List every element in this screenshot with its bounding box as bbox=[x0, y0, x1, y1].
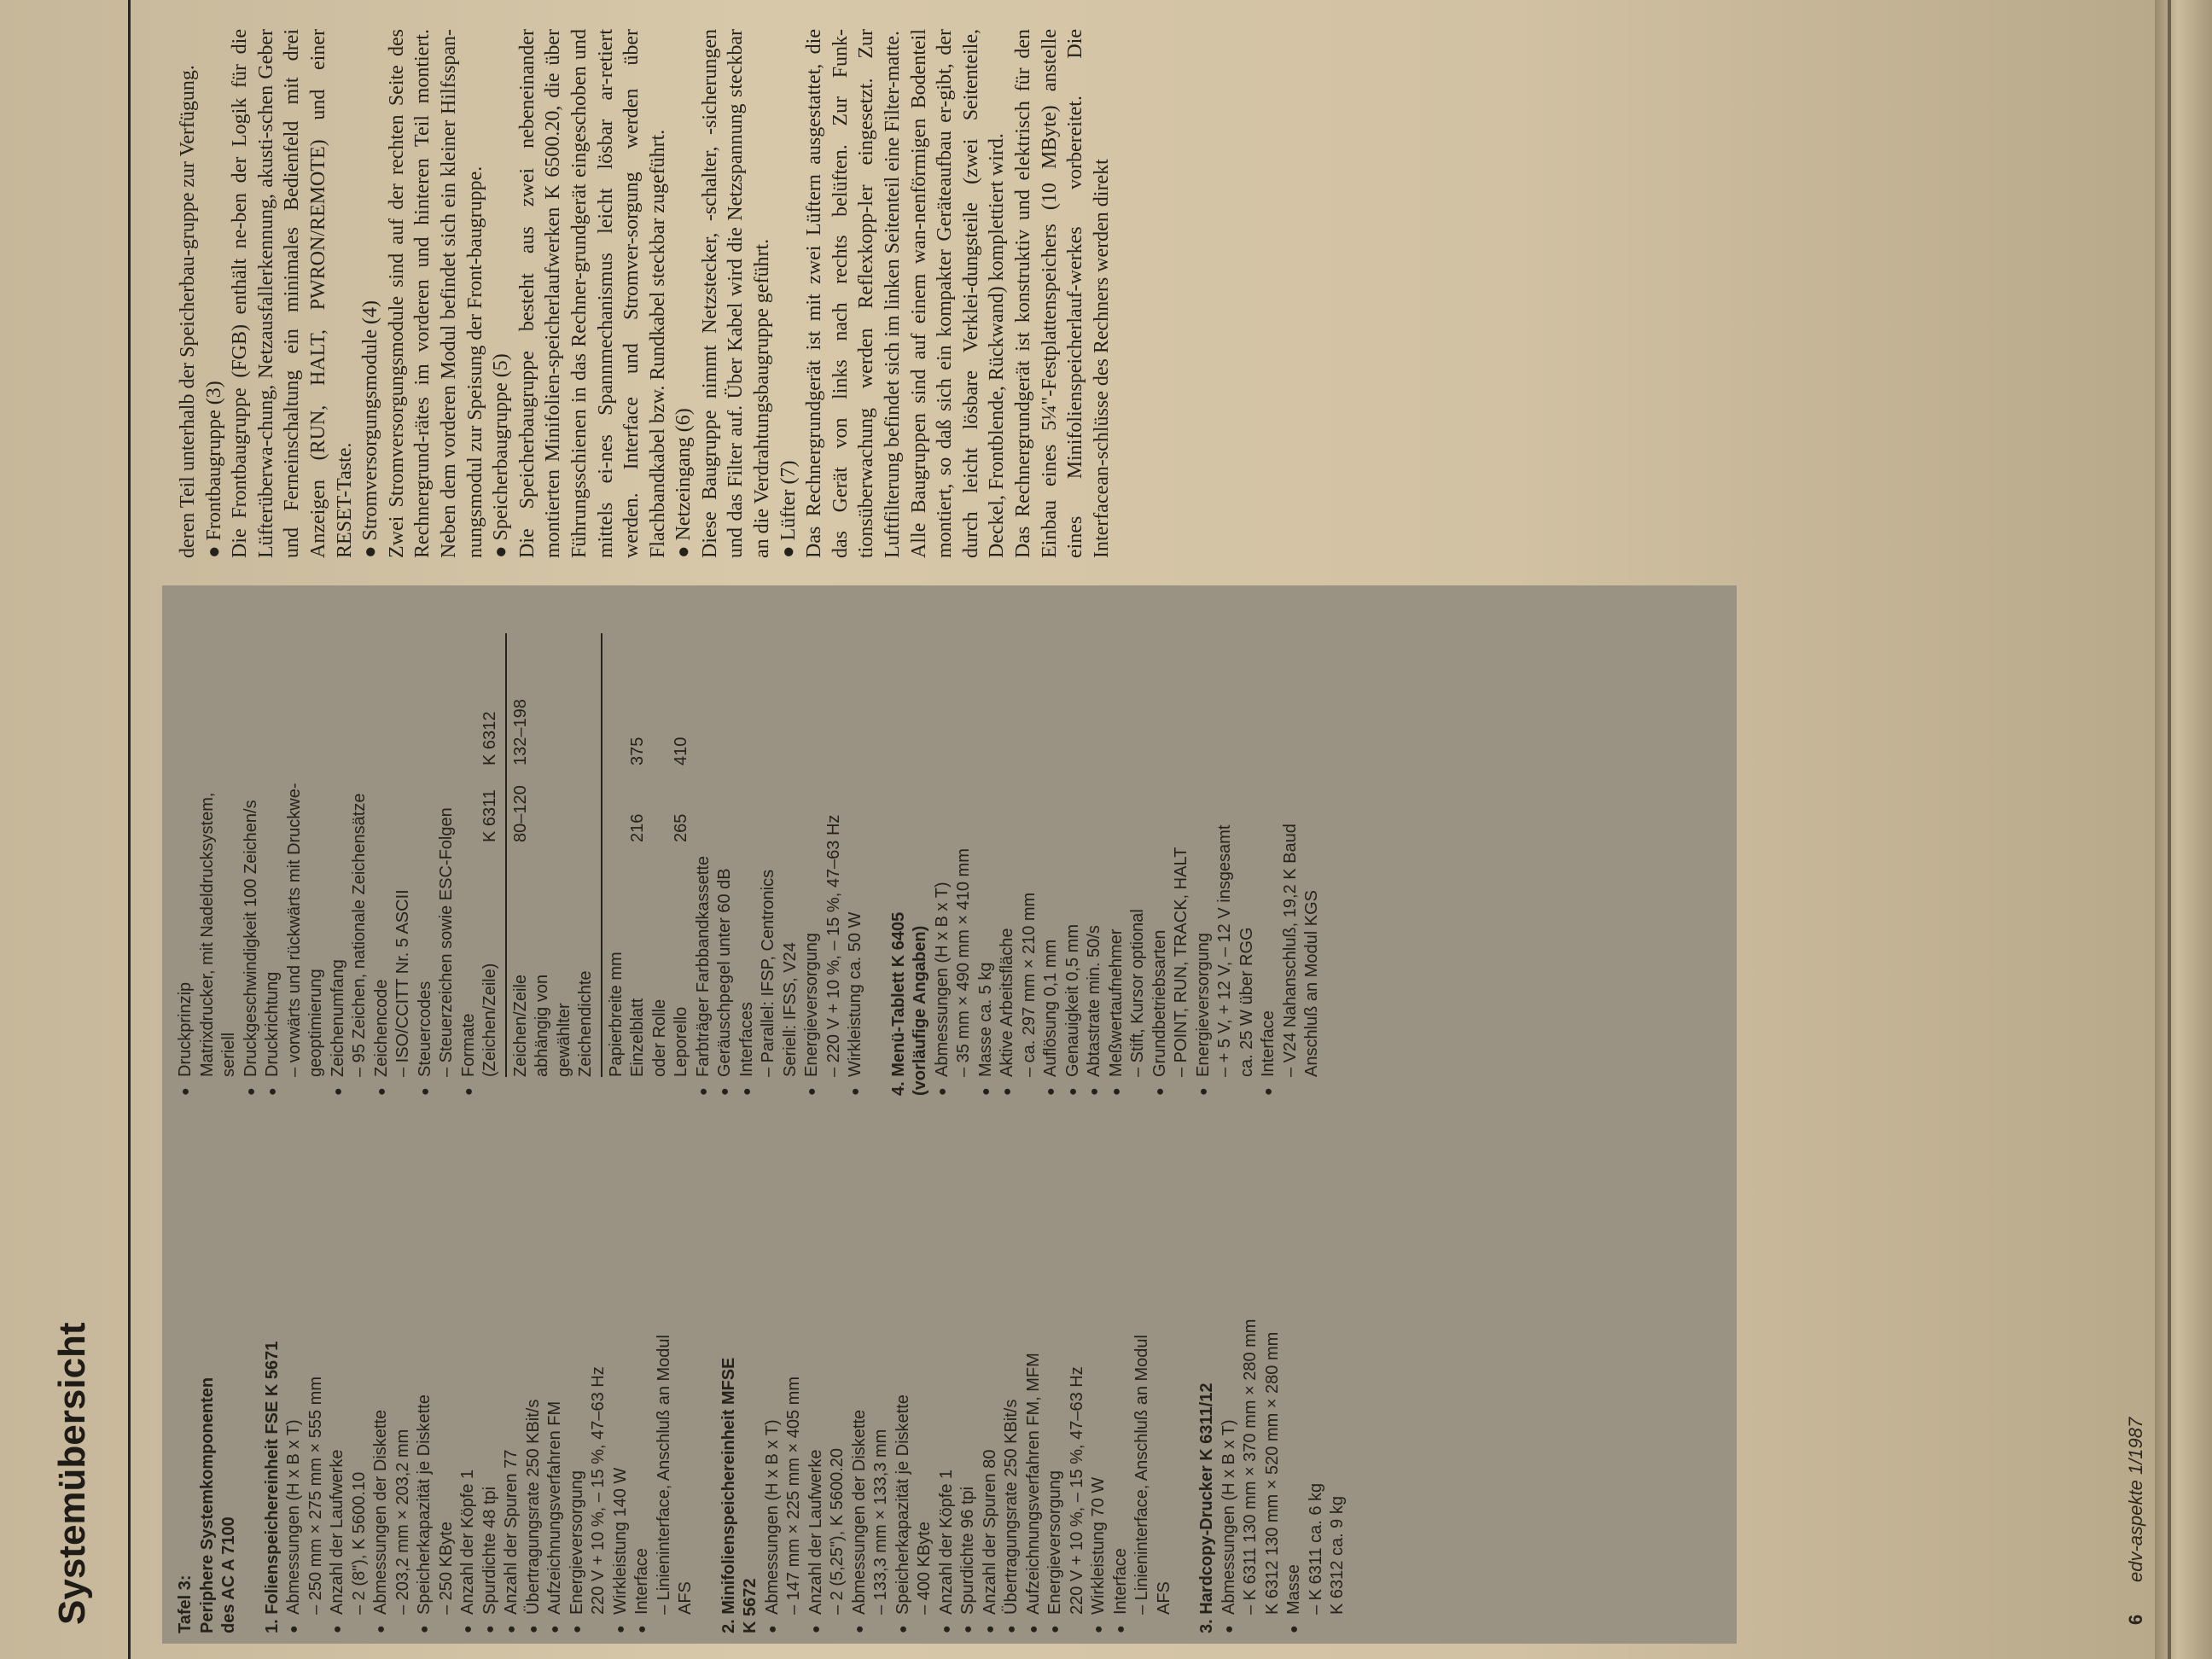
s1-line: ● Abmessungen der Diskette bbox=[370, 1121, 393, 1633]
s3-line: ● Wirkleistung ca. 50 W bbox=[845, 592, 867, 1096]
s2-line: – 2 (5,25"), K 5600.20 bbox=[828, 1447, 847, 1615]
body-text-column bbox=[175, 29, 1115, 558]
format-cell: Leporello bbox=[672, 1006, 690, 1077]
s2-line: – 147 mm × 225 mm × 405 mm bbox=[784, 1376, 803, 1615]
s4-line: – Stift, Kursor optional bbox=[1128, 909, 1147, 1077]
format-table-header bbox=[480, 592, 502, 1096]
s1-line: ● Spurdichte 48 tpi bbox=[480, 1121, 502, 1633]
format-row bbox=[671, 592, 693, 1096]
s3-line: – 220 V + 10 %, – 15 %, 47–63 Hz bbox=[824, 814, 843, 1077]
paragraph: deren Teil unterhalb der Speicherbau-gruppe zur Verfügung. bbox=[177, 65, 199, 558]
s3-line: ● Druckrichtung bbox=[262, 592, 284, 1096]
format-cell: gewählter bbox=[554, 1003, 573, 1077]
paragraph: Die Frontbaugruppe (FGB) enthält ne-ben der Logik für die Lüfterüberwa-chung, Netzausfallerkennung, akusti-schen Geber und Ferneinschaltung ein minimales Bedienfeld mit drei Anzeigen (RUN, HALT, PWRON/REMOTE) und einer RESET-Taste. bbox=[229, 29, 356, 558]
format-cell: Papierbreite mm bbox=[606, 952, 626, 1077]
subheading: ● Netzeingang (6) bbox=[672, 408, 696, 558]
s2-line: ● Interface bbox=[1110, 1121, 1132, 1633]
paragraph: Die Speicherbaugruppe besteht aus zwei nebeneinander montierten Minifolien-speicherlaufwerken K 6500.20, die über Führungsschienen in das Rechner-grundgerät eingeschoben und mittels ei-nes Spannmechanismus leicht lösbar ar-retiert werden. Interface und Stromver-sorgung werden über Flachbandkabel bzw. Rundkabel steckbar zugeführt. bbox=[515, 29, 669, 558]
s4-line: ● Meßwertaufnehmer bbox=[1106, 592, 1128, 1096]
s4-line: – 35 mm × 490 mm × 410 mm bbox=[954, 848, 973, 1077]
s1-line: ● Anzahl der Köpfe 1 bbox=[457, 1121, 480, 1633]
s3-line: seriell bbox=[219, 1032, 238, 1077]
format-cell: 132–198 bbox=[510, 699, 530, 765]
s2-line: 220 V + 10 %, – 15 %, 47–63 Hz bbox=[1067, 1366, 1086, 1615]
s1-line: – 250 mm × 275 mm × 555 mm bbox=[306, 1376, 325, 1615]
paragraph: Diese Baugruppe nimmt Netzstecker, -schalter, -sicherungen und das Filter auf. Über Kabel wird die Netzspannung steckbar an die Verdrahtungsbaugruppe geführt. bbox=[698, 29, 774, 558]
s3-line: – vorwärts und rückwärts mit Druckwe- bbox=[284, 783, 304, 1077]
s2-line: ● Anzahl der Köpfe 1 bbox=[936, 1121, 958, 1633]
s3-line: K 6312 130 mm × 520 mm × 280 mm bbox=[1262, 1331, 1282, 1615]
binding-line bbox=[2168, 0, 2171, 1659]
s2-line: – 133,3 mm × 133,3 mm bbox=[871, 1429, 890, 1615]
s3-line: geoptimierung bbox=[306, 969, 325, 1077]
format-cell: 375 bbox=[628, 736, 647, 765]
s1-line: – 203,2 mm × 203,2 mm bbox=[393, 1429, 412, 1615]
s3-line: ● Zeichenumfang bbox=[328, 592, 350, 1096]
s2-line: ● Aufzeichnungsverfahren FM, MFM bbox=[1023, 1121, 1045, 1633]
s3-line: ● Steuercodes bbox=[415, 592, 437, 1096]
table-column-2 bbox=[175, 592, 1324, 1096]
s1-line: – Linieninterface, Anschluß an Modul bbox=[654, 1335, 673, 1615]
subheading: ● Lüfter (7) bbox=[777, 460, 800, 558]
table-title-2: Periphere Systemkomponenten bbox=[197, 1377, 217, 1633]
spacer bbox=[480, 842, 502, 932]
s2-line: ● Energieversorgung bbox=[1045, 1121, 1067, 1633]
table-column-1 bbox=[175, 1121, 1349, 1633]
s2-line: ● Anzahl der Laufwerke bbox=[806, 1121, 828, 1633]
page-edge bbox=[2155, 0, 2212, 1659]
s2-line: – 400 KByte bbox=[915, 1522, 934, 1615]
format-cell: Zeichendichte bbox=[576, 970, 595, 1077]
s1-line: – 2 (8"), K 5600.10 bbox=[349, 1471, 369, 1615]
subheading: ● Speicherbaugruppe (5) bbox=[490, 353, 513, 558]
s2-line: – Linieninterface, Anschluß an Modul bbox=[1132, 1335, 1151, 1615]
s1-line: ● Übertragungsrate 250 KBit/s bbox=[523, 1121, 545, 1633]
page-number: 6 bbox=[2125, 1614, 2146, 1625]
s4-line: ● Grundbetriebsarten bbox=[1150, 592, 1172, 1096]
s4-line: ca. 25 W über RGG bbox=[1237, 927, 1256, 1077]
section-4-heading-2: (vorläufige Angaben) bbox=[911, 925, 929, 1096]
s2-line: ● Spurdichte 96 tpi bbox=[958, 1121, 980, 1633]
format-cell: Einzelblatt bbox=[628, 998, 647, 1077]
s2-line: ● Speicherkapazität je Diskette bbox=[893, 1121, 915, 1633]
format-cell: 410 bbox=[672, 736, 690, 765]
s2-line: ● Anzahl der Spuren 80 bbox=[980, 1121, 1002, 1633]
s1-line: ● Speicherkapazität je Diskette bbox=[414, 1121, 436, 1633]
s1-line: ● Abmessungen (H x B x T) bbox=[283, 1121, 306, 1633]
format-label: (Zeichen/Zeile) bbox=[480, 963, 499, 1077]
spacer bbox=[510, 842, 533, 932]
s4-line: – ca. 297 mm × 210 mm bbox=[1019, 892, 1039, 1077]
s4-line: ● Auflösung 0,1 mm bbox=[1040, 592, 1062, 1096]
s2-line: AFS bbox=[1154, 1581, 1173, 1615]
format-row bbox=[649, 592, 672, 1096]
format-table-rule bbox=[601, 633, 602, 1077]
s3-line: K 6312 ca. 9 kg bbox=[1328, 1496, 1347, 1615]
subheading: ● Stromversorgungsmodule (4) bbox=[359, 300, 382, 558]
s3-line: – K 6311 ca. 6 kg bbox=[1306, 1482, 1325, 1615]
s2-line: ● Abmessungen (H x B x T) bbox=[762, 1121, 784, 1633]
s1-line: ● Wirkleistung 140 W bbox=[610, 1121, 632, 1633]
s4-line: ● Interface bbox=[1258, 592, 1280, 1096]
section-3-heading: 3. Hardcopy-Drucker K 6311/12 bbox=[1197, 1382, 1216, 1633]
s3-line: ● Druckgeschwindigkeit 100 Zeichen/s bbox=[241, 592, 263, 1096]
header-rule bbox=[128, 0, 131, 1659]
spacer bbox=[671, 842, 693, 932]
s3-line: ● Druckprinzip bbox=[175, 592, 197, 1096]
format-cell: 216 bbox=[628, 813, 647, 842]
s3-line: – Parallel: IFSP, Centronics bbox=[759, 869, 777, 1077]
s4-line: – V24 Nahanschluß, 19,2 K Baud bbox=[1280, 824, 1300, 1077]
section-2-heading-2: K 5672 bbox=[741, 1578, 760, 1633]
page-title: Systemübersicht bbox=[51, 1322, 93, 1625]
format-row bbox=[510, 592, 533, 1096]
s2-line: ● Übertragungsrate 250 KBit/s bbox=[1001, 1121, 1023, 1633]
s2-line: ● Wirkleistung 70 W bbox=[1088, 1121, 1110, 1633]
s1-line: ● Aufzeichnungsverfahren FM bbox=[544, 1121, 567, 1633]
s3-line: Seriell: IFSS, V24 bbox=[780, 942, 800, 1077]
format-row bbox=[575, 592, 597, 1096]
format-table-rule bbox=[505, 633, 507, 1077]
format-cell: abhängig von bbox=[533, 974, 551, 1077]
s3-line: ● Zeichencode bbox=[371, 592, 393, 1096]
s1-line: ● Interface bbox=[632, 1121, 654, 1633]
format-cell: oder Rolle bbox=[649, 998, 669, 1077]
s1-line: 220 V + 10 %, – 15 %, 47–63 Hz bbox=[589, 1366, 608, 1615]
issue-label: edv-aspekte 1/1987 bbox=[2125, 1417, 2146, 1582]
s3-line: ● Abmessungen (H x B x T) bbox=[1219, 1121, 1241, 1633]
s3-line: Matrixdrucker, mit Nadeldrucksystem, bbox=[197, 792, 217, 1077]
paragraph: Das Rechnergrundgerät ist konstruktiv und elektrisch für den Einbau eines 5¼"-Festplattenspeichers (10 MByte) anstelle eines Minifolienspeicherlauf-werkes vorbereitet. Die Interfacean-schlüsse des Rechners werden direkt bbox=[1012, 29, 1113, 558]
s2-line: ● Abmessungen der Diskette bbox=[849, 1121, 871, 1633]
s4-line: Anschluß an Modul KGS bbox=[1302, 890, 1321, 1077]
s1-line: AFS bbox=[676, 1581, 695, 1615]
s4-line: ● Abtastrate min. 50/s bbox=[1084, 592, 1106, 1096]
paragraph: Alle Baugruppen sind auf einem wan-nenförmigen Bodenteil montiert, so daß sich ein kompakter Geräteaufbau er-gibt, der durch leicht lösbare Verklei-dungsteile (zwei Seitenteile, Deckel, Frontblende, Rückwand) komplettiert wird. bbox=[907, 29, 1009, 558]
s1-line: ● Energieversorgung bbox=[567, 1121, 589, 1633]
s4-line: – + 5 V, + 12 V, – 12 V insgesamt bbox=[1215, 824, 1234, 1077]
subheading: ● Frontbaugruppe (3) bbox=[202, 381, 225, 558]
spacer bbox=[627, 842, 649, 932]
format-row bbox=[627, 592, 649, 1096]
s3-line: ● Formate bbox=[458, 592, 480, 1096]
format-cell: 265 bbox=[672, 813, 690, 842]
s1-line: ● Anzahl der Spuren 77 bbox=[501, 1121, 523, 1633]
s3-line: ● Interfaces bbox=[736, 592, 759, 1096]
s4-line: – POINT, RUN, TRACK, HALT bbox=[1172, 847, 1190, 1077]
s3-line: – K 6311 130 mm × 370 mm × 280 mm bbox=[1241, 1318, 1260, 1615]
col-k6312: K 6312 bbox=[480, 711, 499, 765]
s1-line: ● Anzahl der Laufwerke bbox=[327, 1121, 349, 1633]
s4-line: ● Energieversorgung bbox=[1193, 592, 1215, 1096]
s3-line: ● Farbträger Farbbandkassette bbox=[693, 592, 715, 1096]
paragraph: Das Rechnergrundgerät ist mit zwei Lüftern ausgestattet, die das Gerät von links nach rechts belüften. Zur Funk-tionsüberwachung werden Reflexkopp-ler eingesetzt. Zur Luftfilterung befindet sich im linken Seitenteil eine Filter-matte. bbox=[803, 29, 905, 558]
s3-line: – 95 Zeichen, nationale Zeichensätze bbox=[350, 793, 369, 1077]
s4-line: ● Abmessungen (H x B x T) bbox=[932, 592, 954, 1096]
section-1-heading: 1. Folienspeichereinheit FSE K 5671 bbox=[262, 1341, 282, 1633]
s3-line: ● Masse bbox=[1284, 1121, 1306, 1633]
s4-line: ● Masse ca. 5 kg bbox=[975, 592, 998, 1096]
format-row bbox=[554, 592, 576, 1096]
format-cell: Zeichen/Zeile bbox=[510, 974, 530, 1077]
s4-line: ● Genauigkeit 0,5 mm bbox=[1062, 592, 1085, 1096]
format-row bbox=[606, 592, 628, 1096]
paragraph: Zwei Stromversorgungsmodule sind auf der rechten Seite des Rechnergrund-rätes im vorderen und hinteren Teil montiert. Neben dem vorderen Modul befindet sich ein kleiner Hilfsspan-nungsmodul zur Speisung der Front-baugruppe. bbox=[385, 29, 486, 558]
s3-line: – Steuerzeichen sowie ESC-Folgen bbox=[437, 807, 456, 1077]
section-2-heading: 2. Minifolienspeichereinheit MFSE bbox=[719, 1357, 738, 1633]
s4-line: ● Aktive Arbeitsfläche bbox=[997, 592, 1019, 1096]
table-title-3: des AC A 7100 bbox=[219, 1516, 238, 1633]
table-title-1: Tafel 3: bbox=[176, 1575, 195, 1633]
col-k6311: K 6311 bbox=[480, 789, 499, 842]
format-row bbox=[532, 592, 554, 1096]
format-cell: 80–120 bbox=[510, 785, 530, 842]
s3-line: ● Geräuschpegel unter 60 dB bbox=[714, 592, 736, 1096]
s1-line: – 250 KByte bbox=[436, 1522, 456, 1615]
s3-line: ● Energieversorgung bbox=[801, 592, 824, 1096]
section-4-heading: 4. Menü-Tablett K 6405 bbox=[888, 911, 908, 1096]
s3-line: – ISO/CCITT Nr. 5 ASCII bbox=[393, 889, 412, 1077]
